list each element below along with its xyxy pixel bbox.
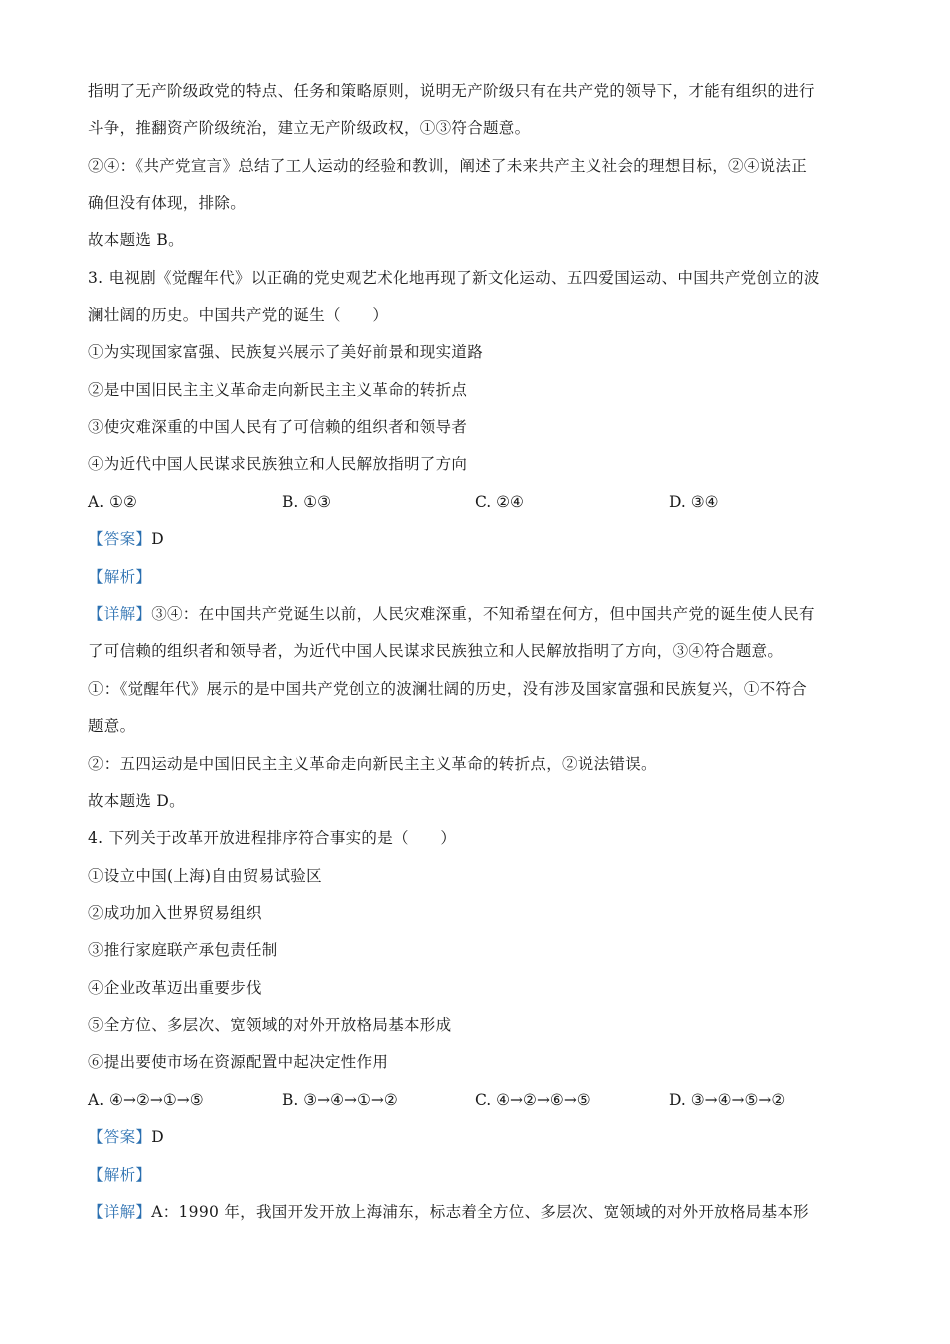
question-4-option-c: C. ④→②→⑥→⑤ xyxy=(475,1091,591,1109)
text-line: 指明了无产阶级政党的特点、任务和策略原则，说明无产阶级只有在共产党的领导下，才能有组织的进行 xyxy=(88,82,815,100)
question-4-option-a: A. ④→②→①→⑤ xyxy=(88,1091,204,1109)
question-4-analysis xyxy=(88,1164,868,1186)
question-3-stem: 3. 电视剧《觉醒年代》以正确的党史观艺术化地再现了新文化运动、五四爱国运动、中国共产党创立的波 xyxy=(88,269,820,287)
text-line: ①：《觉醒年代》展示的是中国共产党创立的波澜壮阔的历史，没有涉及国家富强和民族复兴，①不符合 xyxy=(88,680,808,698)
conclusion-line: 故本题选 D。 xyxy=(88,792,185,810)
question-3-option-c: C. ②④ xyxy=(475,493,524,511)
text-line: ②：五四运动是中国旧民主主义革命走向新民主主义革命的转折点，②说法错误。 xyxy=(88,755,657,773)
analysis-tag: 【解析】 xyxy=(88,1166,152,1184)
question-3-statement-1: ①为实现国家富强、民族复兴展示了美好前景和现实道路 xyxy=(88,343,484,361)
question-4-statement-3: ③推行家庭联产承包责任制 xyxy=(88,941,278,959)
question-4-statement-4: ④企业改革迈出重要步伐 xyxy=(88,979,262,997)
question-4-option-b: B. ③→④→①→② xyxy=(282,1091,398,1109)
detail-text: A：1990 年，我国开发开放上海浦东，标志着全方位、多层次、宽领域的对外开放格局基本形 xyxy=(151,1203,809,1221)
question-4-stem: 4. 下列关于改革开放进程排序符合事实的是（ ） xyxy=(88,829,457,847)
question-4-answer xyxy=(88,1126,868,1148)
question-3-statement-3: ③使灾难深重的中国人民有了可信赖的组织者和领导者 xyxy=(88,418,468,436)
question-3-option-a: A. ①② xyxy=(88,493,137,511)
question-4-statement-5: ⑤全方位、多层次、宽领域的对外开放格局基本形成 xyxy=(88,1016,452,1034)
answer-value: D xyxy=(151,1128,164,1146)
text-line: 确但没有体现，排除。 xyxy=(88,194,247,212)
text-line: 题意。 xyxy=(88,717,136,735)
conclusion-line: 故本题选 B。 xyxy=(88,231,184,249)
answer-tag: 【答案】 xyxy=(88,530,152,548)
question-3-statement-4: ④为近代中国人民谋求民族独立和人民解放指明了方向 xyxy=(88,455,468,473)
question-3-stem-cont: 澜壮阔的历史。中国共产党的诞生（ ） xyxy=(88,306,389,324)
analysis-tag: 【解析】 xyxy=(88,568,152,586)
question-3-option-b: B. ①③ xyxy=(282,493,332,511)
question-4-statement-6: ⑥提出要使市场在资源配置中起决定性作用 xyxy=(88,1053,389,1071)
question-3-detail xyxy=(88,603,868,625)
question-3-statement-2: ②是中国旧民主主义革命走向新民主主义革命的转折点 xyxy=(88,381,468,399)
text-line: ②④：《共产党宣言》总结了工人运动的经验和教训，阐述了未来共产主义社会的理想目标，②④说法正 xyxy=(88,157,808,175)
question-3-analysis xyxy=(88,566,868,588)
text-line: 了可信赖的组织者和领导者，为近代中国人民谋求民族独立和人民解放指明了方向，③④符合题意。 xyxy=(88,642,784,660)
answer-value: D xyxy=(151,530,164,548)
question-4-statement-1: ①设立中国(上海)自由贸易试验区 xyxy=(88,867,322,885)
detail-tag: 【详解】 xyxy=(88,1203,152,1221)
question-4-statement-2: ②成功加入世界贸易组织 xyxy=(88,904,262,922)
detail-text: ③④：在中国共产党诞生以前，人民灾难深重，不知希望在何方，但中国共产党的诞生使人民有 xyxy=(151,605,815,623)
question-3-answer xyxy=(88,528,868,550)
question-4-detail xyxy=(88,1201,868,1223)
answer-tag: 【答案】 xyxy=(88,1128,152,1146)
text-line: 斗争，推翻资产阶级统治，建立无产阶级政权，①③符合题意。 xyxy=(88,119,531,137)
question-3-option-d: D. ③④ xyxy=(669,493,719,511)
question-4-option-d: D. ③→④→⑤→② xyxy=(669,1091,786,1109)
detail-tag: 【详解】 xyxy=(88,605,152,623)
